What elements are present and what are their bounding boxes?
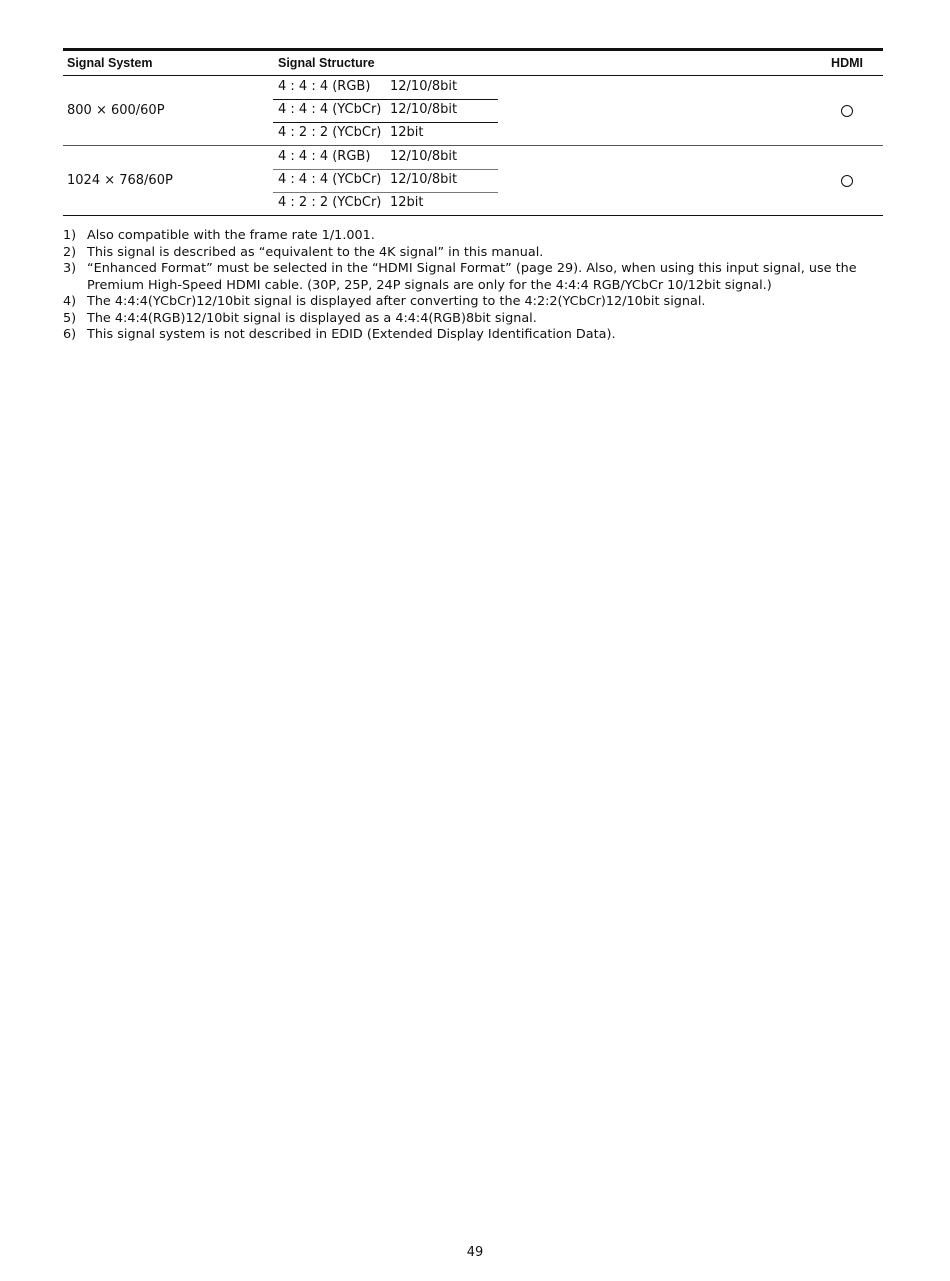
signal-system-cell: 1024 × 768/60P <box>67 173 173 188</box>
signal-group-1024x768 <box>63 145 883 215</box>
document-page <box>63 48 883 344</box>
structure-format: 4 : 4 : 4 (YCbCr) <box>278 102 382 117</box>
footnote <box>63 245 883 262</box>
footnotes <box>63 228 883 344</box>
structure-bits: 12/10/8bit <box>390 149 458 164</box>
structure-bits: 12/10/8bit <box>390 79 458 94</box>
structure-bits: 12bit <box>390 195 424 210</box>
footnote-text: The 4:4:4(RGB)12/10bit signal is displayed as a 4:4:4(RGB)8bit signal. <box>87 310 537 326</box>
footnote-number: 2) <box>63 244 77 260</box>
header-signal-structure: Signal Structure <box>278 56 375 70</box>
structure-row <box>273 146 498 170</box>
footnote <box>63 311 883 328</box>
structure-bits: 12bit <box>390 125 424 140</box>
footnote-number: 5) <box>63 310 77 326</box>
structure-row <box>273 122 498 145</box>
structure-row <box>273 192 498 215</box>
structure-row <box>273 76 498 100</box>
footnote-text: Also compatible with the frame rate 1/1.001. <box>87 228 375 243</box>
footnote-text: “Enhanced Format” must be selected in the “HDMI Signal Format” (page 29). Also, when using this input signal, use the Premium High-Speed HDMI cable. (30P, 25P, 24P signals are only for the 4:4:4 RGB/YCbCr 10/12bit signal.) <box>87 261 857 293</box>
signal-table <box>63 48 883 216</box>
signal-system-cell: 800 × 600/60P <box>67 103 165 118</box>
footnote-text: The 4:4:4(YCbCr)12/10bit signal is displayed after converting to the 4:2:2(YCbCr)12/10bit signal. <box>87 294 706 309</box>
structure-format: 4 : 4 : 4 (RGB) <box>278 79 371 94</box>
structure-bits: 12/10/8bit <box>390 102 458 117</box>
footnote <box>63 294 883 311</box>
hdmi-supported-circle-icon <box>841 175 853 187</box>
footnote-number: 1) <box>63 228 77 243</box>
footnote-text: This signal system is not described in EDID (Extended Display Identification Data). <box>87 327 616 342</box>
signal-group-800x600 <box>63 76 883 145</box>
footnote-text: This signal is described as “equivalent to the 4K signal” in this manual. <box>87 244 544 260</box>
page-number: 49 <box>466 1245 484 1260</box>
footnote <box>63 228 883 245</box>
structure-format: 4 : 4 : 4 (RGB) <box>278 149 371 164</box>
structure-format: 4 : 4 : 4 (YCbCr) <box>278 172 382 187</box>
footnote <box>63 261 883 294</box>
footnote-number: 3) <box>63 261 77 276</box>
structure-row <box>273 99 498 123</box>
hdmi-supported-circle-icon <box>841 105 853 117</box>
footnote-number: 4) <box>63 294 77 309</box>
table-header-row <box>63 51 883 76</box>
footnote <box>63 327 883 344</box>
structure-bits: 12/10/8bit <box>390 172 458 187</box>
header-signal-system: Signal System <box>67 56 153 70</box>
footnote-number: 6) <box>63 327 77 342</box>
structure-format: 4 : 2 : 2 (YCbCr) <box>278 125 382 140</box>
structure-format: 4 : 2 : 2 (YCbCr) <box>278 195 382 210</box>
structure-row <box>273 169 498 193</box>
header-hdmi: HDMI <box>831 56 863 70</box>
